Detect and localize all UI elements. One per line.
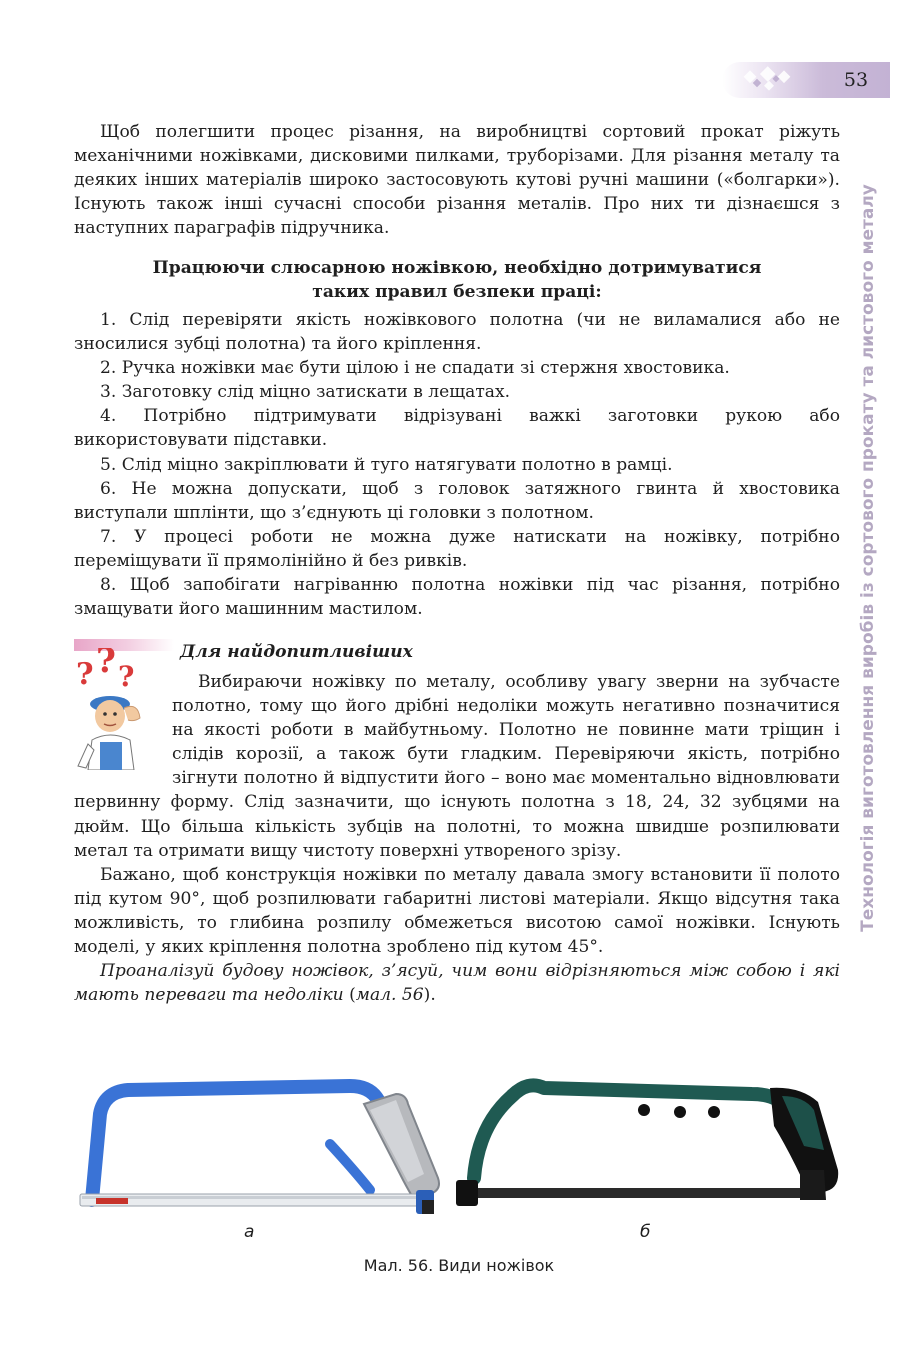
svg-text:?: ? [96, 648, 116, 681]
task-text: Проаналізуй будову ножівок, з’ясуй, чим вони відрізняються між собою і які мають переваги та недоліки [74, 961, 840, 1006]
safety-heading-line1: Працюючи слюсарною ножівкою, необхідно дотримуватися [152, 258, 762, 278]
rule-item: 7. У процесі роботи не можна дуже натискати на ножівку, потрібно переміщувати її прямолінійно й без ривків. [74, 526, 840, 571]
figure-label-a: а [244, 1222, 255, 1242]
intro-section [74, 120, 840, 240]
curious-paragraph-1: Вибираючи ножівку по металу, особливу увагу зверни на зубчасте полотно, тому що його дрібні недоліки можуть негативно позначитися на якості роботи в майбутньому. Полотно не повинне мати тріщин і слідів корозії, а також бути гладким. Перевіряючи якість, потрібно зігнути полотно й відпустити його – воно має моментально відновлювати первинну форму. Слід зазначити, що існують полотна з 18, 24, 32 зубцями на дюйм. Що більша кількість зубців на полотні, то можна швидше розпилювати метал та отримати вищу чистоту поверхні утвореного зрізу. [74, 672, 840, 861]
curious-paragraph-2: Бажано, щоб конструкція ножівки по металу давала змогу встановити її полото під кутом 90°, щоб розпилювати габаритні листові матеріали. Якщо відсутня така можливість, то глибина розпилу обмежеться висотою самої ножівки. Існують моделі, у яких кріплення полотна зроблено під кутом 45°. [74, 864, 840, 958]
hacksaw-b-image [452, 1066, 848, 1216]
safety-rules-list [74, 308, 840, 621]
figure-caption: Мал. 56. Види ножівок [363, 1256, 555, 1275]
rule-item: 4. Потрібно підтримувати відрізувані важкі заготовки рукою або використовувати підставки. [74, 406, 840, 451]
rule-item: 8. Щоб запобігати нагріванню полотна ножівки під час різання, потрібно змащувати його машинним мастилом. [74, 575, 840, 620]
safety-heading [74, 256, 840, 304]
rule-item: 1. Слід перевіряти якість ножівкового полотна (чи не виламалися або не зносилися зубці полотна) та його кріплення. [74, 310, 840, 355]
rule-item: 3. Заготовку слід міцно затискати в лещатах. [100, 382, 511, 403]
side-chapter-title: Технологія виготовлення виробів із сортового прокату та листового металу [858, 184, 878, 932]
safety-heading-line2: таких правил безпеки праці: [312, 282, 602, 302]
hacksaw-a-image [70, 1074, 450, 1224]
curious-section-title: Для найдопитливіших [180, 642, 413, 662]
task-paragraph: Проаналізуй будову ножівок, з’ясуй, чим вони відрізняються між собою і які мають переваги та недоліки (мал. 56). [74, 961, 840, 1006]
page-number: 53 [843, 69, 869, 91]
rule-item: 5. Слід міцно закріплювати й туго натягувати полотно в рамці. [100, 454, 673, 475]
svg-text:?: ? [76, 657, 94, 692]
rule-item: 6. Не можна допускати, щоб з головок затяжного гвинта й хвостовика виступали шплінти, що з’єднують ці головки з полотном. [74, 478, 840, 523]
svg-text:?: ? [118, 660, 135, 693]
figure-reference: мал. 56 [355, 985, 424, 1006]
curious-text-block [74, 670, 840, 1007]
figure-label-b: б [640, 1222, 651, 1242]
ornament-icon [732, 64, 802, 96]
rule-item: 2. Ручка ножівки має бути цілою і не спадати зі стержня хвостовика. [100, 358, 730, 379]
intro-paragraph: Щоб полегшити процес різання, на виробництві сортовий прокат ріжуть механічними ножівками, дисковими пилками, труборізами. Для різання металу та деяких інших матеріалів широко застосовують кутові ручні машини («болгарки»). Існують також інші сучасні способи різання металів. Про них ти дізнаєшся з наступних параграфів підручника. [74, 122, 840, 239]
